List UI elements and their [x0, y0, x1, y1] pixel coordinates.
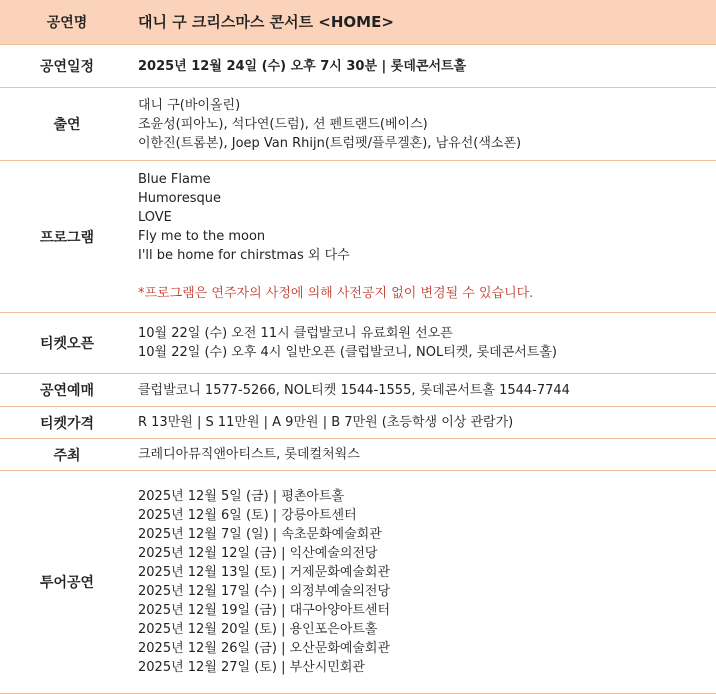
row-host	[0, 439, 716, 471]
tour-item: 2025년 12월 27일 (토) | 부산시민회관	[138, 660, 365, 675]
program-item: Humoresque	[138, 191, 221, 206]
program-item: I'll be home for chirstmas 외 다수	[138, 248, 350, 263]
tour-item: 2025년 12월 20일 (토) | 용인포은아트홀	[138, 622, 378, 637]
ticket-open-label: 티켓오픈	[0, 313, 134, 374]
row-price	[0, 407, 716, 439]
booking-label: 공연예매	[0, 374, 134, 407]
row-cast	[0, 88, 716, 161]
cast-value	[134, 88, 716, 161]
program-item: Fly me to the moon	[138, 229, 266, 244]
row-program	[0, 161, 716, 313]
cast-line: 대니 구(바이올린)	[138, 97, 241, 113]
host-value: 크레디아뮤직앤아티스트, 롯데컬처웍스	[134, 439, 716, 471]
tour-label: 투어공연	[0, 471, 134, 694]
program-item: Blue Flame	[138, 172, 211, 187]
row-title	[0, 0, 716, 45]
booking-value: 클럽발코니 1577-5266, NOL티켓 1544-1555, 롯데콘서트홀 1544-7744	[134, 374, 716, 407]
tour-item: 2025년 12월 12일 (금) | 익산예술의전당	[138, 546, 378, 561]
date-label: 공연일정	[0, 45, 134, 88]
title-label: 공연명	[0, 0, 134, 45]
tour-item: 2025년 12월 17일 (수) | 의정부예술의전당	[138, 584, 391, 599]
price-label: 티켓가격	[0, 407, 134, 439]
row-booking	[0, 374, 716, 407]
row-ticket-open	[0, 313, 716, 374]
tour-item: 2025년 12월 5일 (금) | 평촌아트홀	[138, 489, 345, 504]
price-value: R 13만원 | S 11만원 | A 9만원 | B 7만원 (초등학생 이상 관람가)	[134, 407, 716, 439]
cast-line: 이한진(트롬본), Joep Van Rhijn(트럼펫/플루겔혼), 남유선(색소폰)	[138, 135, 522, 151]
date-value: 2025년 12월 24일 (수) 오후 7시 30분 | 롯데콘서트홀	[134, 45, 716, 88]
program-item: LOVE	[138, 210, 172, 225]
tour-item: 2025년 12월 6일 (토) | 강릉아트센터	[138, 508, 357, 523]
cast-line: 조윤성(피아노), 석다연(드럼), 션 펜트랜드(베이스)	[138, 116, 428, 132]
tour-item: 2025년 12월 19일 (금) | 대구아양아트센터	[138, 603, 391, 618]
host-label: 주최	[0, 439, 134, 471]
row-date	[0, 45, 716, 88]
tour-item: 2025년 12월 13일 (토) | 거제문화예술회관	[138, 565, 391, 580]
row-tour	[0, 471, 716, 694]
program-label: 프로그램	[0, 161, 134, 313]
cast-label: 출연	[0, 88, 134, 161]
title-value: 대니 구 크리스마스 콘서트 <HOME>	[134, 0, 716, 45]
tour-item: 2025년 12월 7일 (일) | 속초문화예술회관	[138, 527, 382, 542]
tour-item: 2025년 12월 26일 (금) | 오산문화예술회관	[138, 641, 391, 656]
ticket-open-value	[134, 313, 716, 374]
program-value	[134, 161, 716, 313]
program-notice: *프로그램은 연주자의 사정에 의해 사전공지 없이 변경될 수 있습니다.	[138, 286, 534, 301]
tour-value	[134, 471, 716, 694]
ticket-open-line: 10월 22일 (수) 오후 4시 일반오픈 (클럽발코니, NOL티켓, 롯데콘서트홀)	[138, 345, 557, 360]
ticket-open-line: 10월 22일 (수) 오전 11시 클럽발코니 유료회원 선오픈	[138, 326, 453, 341]
